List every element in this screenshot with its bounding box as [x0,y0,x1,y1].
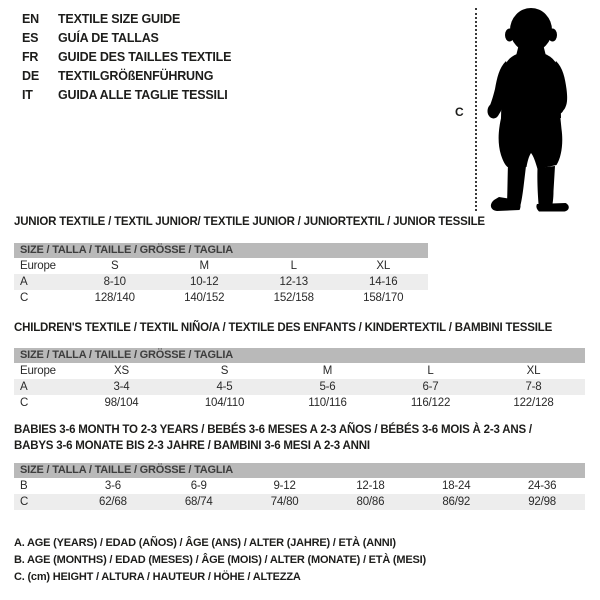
table-cell: 140/152 [184,292,225,304]
table-cell: XS [114,365,129,377]
row-label: Europe [20,365,56,377]
table-cell: 86/92 [442,496,471,508]
lang-code-en: EN [22,11,39,26]
table-row-c [14,290,428,306]
junior-textile-table [14,243,428,306]
table-cell: M [199,260,209,272]
table-cell: 68/74 [184,496,213,508]
size-header-bar: SIZE / TALLA / TAILLE / GRÖSSE / TAGLIA [14,243,428,258]
row-label: Europe [20,260,56,272]
lang-code-de: DE [22,68,39,83]
row-label: C [20,292,29,304]
table-cell: 10-12 [190,276,219,288]
table-cell: 18-24 [442,480,471,492]
junior-textile-title: JUNIOR TEXTILE / TEXTIL JUNIOR/ TEXTILE JUNIOR / JUNIORTEXTIL / JUNIOR TESSILE [14,216,485,228]
table-cell: 74/80 [270,496,299,508]
figure-height-label: C [455,105,464,119]
note-height-cm: C. (cm) HEIGHT / ALTURA / HAUTEUR / HÖHE / ALTEZZA [14,571,301,583]
table-cell: 8-10 [103,276,126,288]
lang-title-en: TEXTILE SIZE GUIDE [58,11,181,26]
table-cell: 12-13 [279,276,308,288]
table-cell: XL [526,365,541,377]
table-cell: XL [376,260,391,272]
lang-row-en [22,9,231,28]
childrens-textile-title: CHILDREN'S TEXTILE / TEXTIL NIÑO/A / TEXTILE DES ENFANTS / KINDERTEXTIL / BAMBINI TESSILE [14,322,553,334]
note-age-years: A. AGE (YEARS) / EDAD (AÑOS) / ÂGE (ANS) / ALTER (JAHRE) / ETÀ (ANNI) [14,537,396,549]
row-label: C [20,397,29,409]
row-label: A [20,276,28,288]
babies-textile-table [14,463,585,510]
lang-title-it: GUIDA ALLE TAGLIE TESSILI [58,87,228,102]
childrens-textile-table [14,348,585,411]
table-row-b [14,478,585,494]
table-cell: 116/122 [410,397,451,409]
table-cell: S [220,365,229,377]
table-cell: M [322,365,333,377]
lang-row-es [22,28,231,47]
table-cell: 3-4 [113,381,130,393]
table-cell: 4-5 [216,381,233,393]
table-cell: 98/104 [104,397,139,409]
lang-row-it [22,85,231,104]
table-cell: 7-8 [525,381,542,393]
language-title-block [22,9,231,104]
table-cell: 122/128 [513,397,554,409]
table-cell: L [290,260,297,272]
size-header-bar: SIZE / TALLA / TAILLE / GRÖSSE / TAGLIA [14,463,585,478]
lang-row-de [22,66,231,85]
table-cell: 110/116 [308,397,347,409]
lang-row-fr [22,47,231,66]
legend-notes [14,535,426,586]
lang-code-es: ES [22,30,39,45]
lang-title-es: GUÍA DE TALLAS [58,30,159,45]
table-cell: 62/68 [99,496,127,508]
table-cell: 128/140 [94,292,135,304]
table-cell: 6-7 [422,381,439,393]
table-cell: L [427,365,434,377]
babies-textile-title-line2: BABYS 3-6 MONATE BIS 2-3 JAHRE / BAMBINI 3-6 MESI A 2-3 ANNI [14,439,370,452]
table-cell: 3-6 [104,480,121,492]
note-age-months: B. AGE (MONTHS) / EDAD (MESES) / ÂGE (MOIS) / ALTER (MONATE) / ETÀ (MESI) [14,554,426,566]
lang-title-fr: GUIDE DES TAILLES TEXTILE [58,49,232,64]
size-header-bar: SIZE / TALLA / TAILLE / GRÖSSE / TAGLIA [14,348,585,363]
height-measure-dotted-line [475,8,477,211]
table-row-europe [14,258,428,274]
table-cell: 104/110 [204,397,245,409]
table-cell: S [111,260,119,272]
toddler-silhouette-icon [481,6,581,212]
table-row-europe [14,363,585,379]
table-row-a [14,379,585,395]
table-row-a [14,274,428,290]
table-cell: 158/170 [363,292,404,304]
table-cell: 14-16 [369,276,398,288]
lang-title-de: TEXTILGRÖßENFÜHRUNG [58,68,214,83]
row-label: B [20,480,28,492]
table-cell: 12-18 [356,480,385,492]
table-cell: 92/98 [528,496,556,508]
row-label: C [20,496,29,508]
table-cell: 24-36 [527,480,557,492]
lang-code-fr: FR [22,49,39,64]
table-cell: 5-6 [319,381,336,393]
babies-textile-title-line1: BABIES 3-6 MONTH TO 2-3 YEARS / BEBÉS 3-6 MESES A 2-3 AÑOS / BÉBÉS 3-6 MOIS À 2-3 ANS / [14,424,532,436]
table-row-c [14,395,585,411]
table-cell: 80/86 [356,496,385,508]
table-cell: 9-12 [273,480,296,492]
table-cell: 6-9 [190,480,207,492]
table-cell: 152/158 [273,292,314,304]
table-row-c [14,494,585,510]
lang-code-it: IT [22,87,33,102]
row-label: A [20,381,28,393]
